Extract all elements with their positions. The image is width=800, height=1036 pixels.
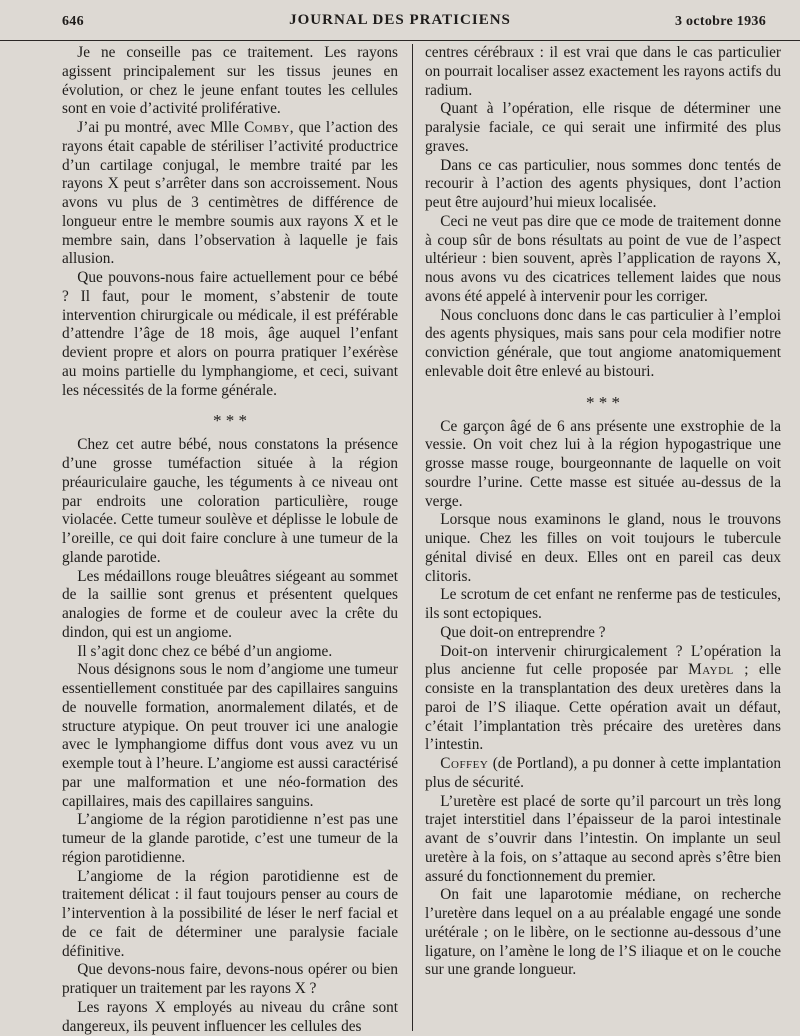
paragraph: Il s’agit donc chez ce bébé d’un angiome.	[77, 642, 333, 660]
paragraph: L’angiome de la région parotidienne n’est pas une tumeur de la glande parotide, c’est une tumeur de la région parotidienne.	[62, 811, 398, 866]
paragraph: Que pouvons-nous faire actuellement pour ce bébé ? Il faut, pour le moment, s’abstenir de toute intervention chirurgicale ou médicale, il est préférable d’attendre l’âge de 18 mois, âge auquel l’enfant devient propre et alors on pourra pratiquer l’exérèse au moins partielle du lymphangiome, et ceci, suivant les nécessités de la forme générale.	[62, 269, 398, 399]
author-name: Coffey	[440, 755, 489, 772]
paragraph: Lorsque nous examinons le gland, nous le trouvons unique. Chez les filles on voit toujours le tubercule génital divisé en deux. Elles ont en pareil cas deux clitoris.	[425, 511, 781, 585]
paragraph: Les rayons X employés au niveau du crâne sont dangereux, ils peuvent influencer les cellules des	[62, 998, 398, 1035]
text-run: , que l’action des rayons était capable de stériliser l’activité productrice d’un cartilage conjugal, le membre traité par les rayons X peut s’arrêter dans son accroissement. Nous avons vu plus de 3 centimètres de différence de longueur entre le membre soumis aux rayons X et le membre sain, dans l’observation à laquelle je fais allusion.	[62, 119, 398, 268]
paragraph	[425, 643, 781, 756]
paragraph: Ceci ne veut pas dire que ce mode de traitement donne à coup sûr de bons résultats au point de vue de l’aspect ultérieur : bien souvent, après l’application de rayons X, nous avons vu des cicatrices tellement laides que nous avons été appelé à intervenir pour les corriger.	[425, 212, 781, 305]
asterism: * * *	[213, 411, 247, 431]
paragraph	[425, 755, 781, 793]
paragraph: Le scrotum de cet enfant ne renferme pas de testicules, ils sont ectopiques.	[425, 586, 781, 622]
author-name: Maydl	[688, 661, 734, 679]
paragraph: Ce garçon âgé de 6 ans présente une exstrophie de la vessie. On voit chez lui à la région hypogastrique une grosse masse rouge, bourgeonnante de laquelle on voit sourdre l’urine. Cette masse est située au-dessus de la verge.	[425, 417, 781, 510]
issue-date: 3 octobre 1936	[674, 14, 766, 29]
paragraph: Je ne conseille pas ce traitement. Les rayons agissent principalement sur les tissus jeunes en évolution, or chez le jeune enfant toutes les cellules sont en voie d’activité proliférative.	[62, 44, 398, 118]
text-run: (de Portland), a pu donner à cette implantation plus de sécurité.	[425, 755, 781, 791]
section-separator	[425, 382, 781, 418]
column-divider	[412, 44, 413, 1031]
paragraph: Nous désignons sous le nom d’angiome une tumeur essentiellement constituée par des capillaires sanguins de nouvelle formation, anormalement dilatés, et de structure atypique. On peut trouver ici une analogie avec le lymphangiome diffus dont vous avez vu un exemple tout à l’heure. L’angiome est aussi caractérisé par une malformation et une néo-formation des capillaires, mais des capillaires sanguins.	[62, 661, 398, 810]
page-number: 646	[62, 14, 84, 29]
running-header	[0, 0, 800, 41]
paragraph: Chez cet autre bébé, nous constatons la présence d’une grosse tuméfaction située à la région préauriculaire gauche, les téguments à ce niveau ont par endroits une coloration particulière, rouge violacée. Cette tumeur soulève et déplisse le lobule de l’oreille, ce qui doit faire conclure à une tumeur de la glande parotide.	[62, 436, 398, 566]
section-separator	[62, 400, 398, 436]
paragraph: Les médaillons rouge bleuâtres siégeant au sommet de la saillie sont grenus et présentent quelques analogies de forme et de couleur avec la crête du dindon, qui est un angiome.	[62, 567, 398, 641]
paragraph: centres cérébraux : il est vrai que dans le cas particulier on pourrait localiser assez exactement les rayons actifs du radium.	[425, 44, 781, 99]
paragraph: Que devons-nous faire, devons-nous opérer ou bien pratiquer un traitement par les rayons X ?	[62, 961, 398, 997]
paragraph: Que doit-on entreprendre ?	[440, 623, 606, 641]
text-run: ; elle consiste en la transplantation des deux uretères dans la paroi de l’S iliaque. Cette opération avait un défaut, c’était l’implantation très précaire des uretères dans l’intestin.	[425, 661, 781, 754]
text-run: J’ai pu montré, avec Mlle	[77, 119, 245, 136]
paragraph: On fait une laparotomie médiane, on recherche l’uretère dans lequel on a au préalable engagé une sonde urétérale ; on le libère, on le sectionne au-dessous d’une ligature, on l’amène le long de l’S iliaque et on le couche sur une grande longueur.	[425, 886, 781, 979]
paragraph	[62, 119, 398, 269]
paragraph: Nous concluons donc dans le cas particulier à l’emploi des agents physiques, mais sans pour cela modifier notre conviction générale, que tout angiome anatomiquement enlevable doit être enlevé au bistouri.	[425, 306, 781, 380]
asterism: * * *	[586, 392, 620, 412]
journal-title: JOURNAL DES PRATICIENS	[289, 12, 511, 28]
paragraph: Quant à l’opération, elle risque de déterminer une paralysie faciale, ce qui serait une infirmité des plus graves.	[425, 100, 781, 155]
text-run: Doit-on intervenir chirurgicalement ? L’opération la plus ancienne fut celle proposée par	[425, 642, 781, 679]
author-name: Comby	[244, 119, 290, 136]
right-column	[425, 44, 781, 980]
paragraph: L’uretère est placé de sorte qu’il parcourt un très long trajet interstitiel dans l’épaisseur de la paroi intestinale avant de s’ouvrir dans l’intestin. On implante un seul uretère à la fois, on s’attaque au second après s’être bien assuré du fonctionnement du premier.	[425, 792, 781, 885]
paragraph: Dans ce cas particulier, nous sommes donc tentés de recourir à l’action des agents physiques, dont l’action peut être aujourd’hui mieux localisée.	[425, 156, 781, 211]
paragraph: L’angiome de la région parotidienne est de traitement délicat : il faut toujours penser au cours de l’intervention à la possibilité de léser le nerf facial et de ce fait de déterminer une paralysie faciale définitive.	[62, 867, 398, 960]
left-column	[62, 44, 398, 1036]
